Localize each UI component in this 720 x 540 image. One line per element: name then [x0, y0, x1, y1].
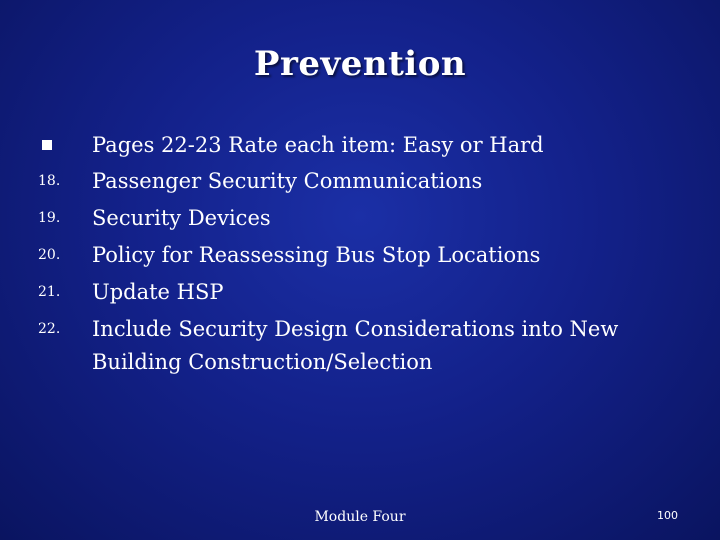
item-text: Passenger Security Communications [92, 169, 483, 193]
item-number: 22. [38, 321, 61, 337]
page-number: 100 [657, 509, 678, 522]
list-item [0, 163, 720, 199]
item-text: Include Security Design Considerations into New Building Construction/Selection [92, 317, 619, 374]
list-item [0, 237, 720, 273]
item-text: Update HSP [92, 280, 224, 304]
list-item [0, 311, 720, 383]
square-bullet-icon [42, 140, 52, 150]
list-item [0, 200, 720, 236]
footer-text: Module Four [314, 509, 406, 525]
item-text: Policy for Reassessing Bus Stop Locations [92, 243, 541, 267]
item-text: Security Devices [92, 206, 271, 230]
intro-text: Pages 22-23 Rate each item: Easy or Hard [92, 133, 544, 157]
item-number: 19. [38, 210, 61, 226]
item-number: 21. [38, 284, 61, 300]
list-item [0, 274, 720, 310]
slide-title: Prevention [253, 44, 467, 84]
item-number: 20. [38, 247, 61, 263]
item-number: 18. [38, 173, 61, 189]
intro-item [0, 127, 720, 163]
